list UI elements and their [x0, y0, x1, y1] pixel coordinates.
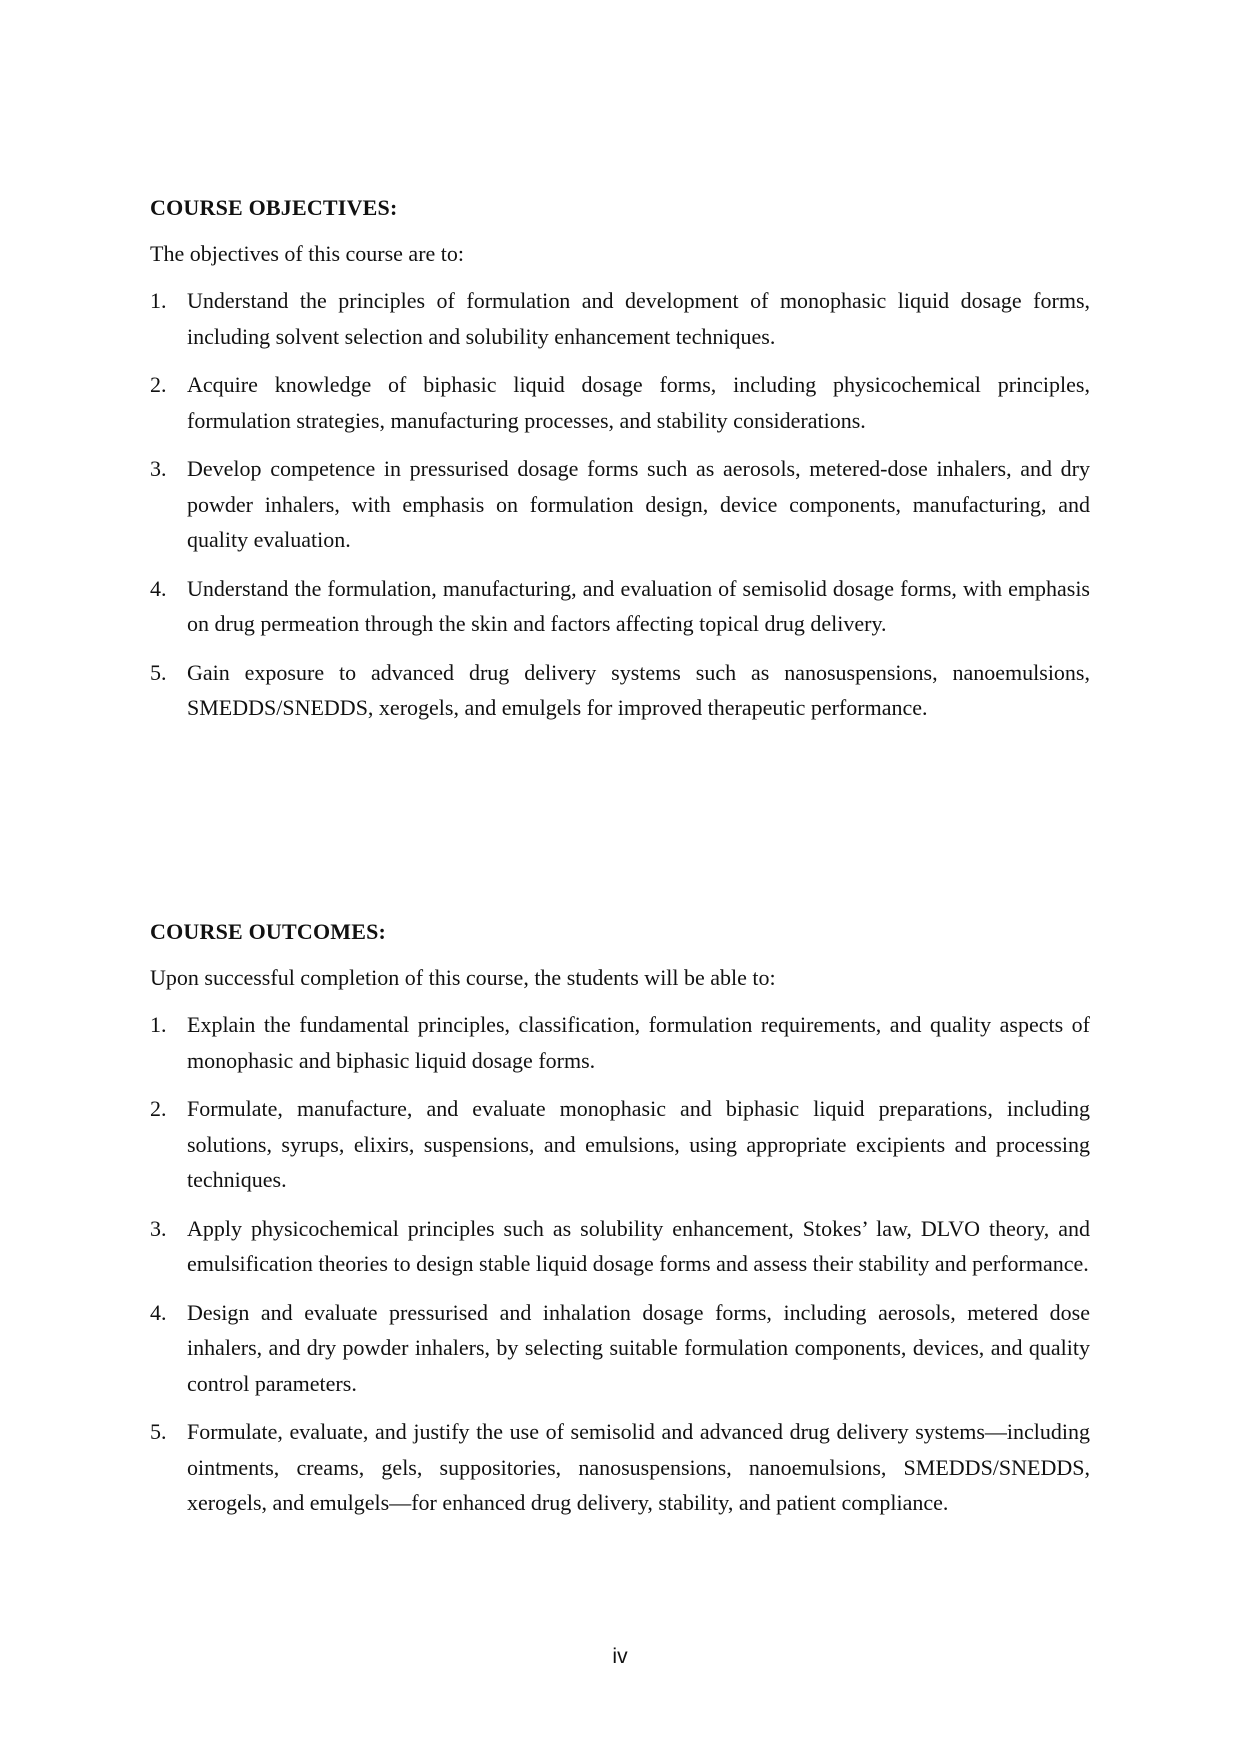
outcome-text: Apply physicochemical principles such as solubility enhancement, Stokes’ law, DLVO theory, and emulsification theories to design stable liquid dosage forms and assess their stability and performance. — [187, 1215, 1090, 1276]
document-page — [150, 0, 1090, 1755]
outcome-text: Explain the fundamental principles, classification, formulation requirements, and quality aspects of monophasic and biphasic liquid dosage forms. — [187, 1012, 1090, 1073]
course-objectives-list — [150, 283, 1090, 726]
course-objectives-heading: COURSE OBJECTIVES: — [150, 195, 398, 220]
objective-number: 1. — [150, 288, 167, 313]
outcome-text: Design and evaluate pressurised and inhalation dosage forms, including aerosols, metered dose inhalers, and dry powder inhalers, by selecting suitable formulation components, devices, and quality control parameters. — [187, 1299, 1090, 1396]
objective-text: Gain exposure to advanced drug delivery systems such as nanosuspensions, nanoemulsions, SMEDDS/SNEDDS, xerogels, and emulgels for improved therapeutic performance. — [187, 659, 1090, 720]
outcome-item — [150, 1007, 1090, 1078]
course-objectives-intro: The objectives of this course are to: — [150, 241, 465, 266]
outcome-item — [150, 1091, 1090, 1198]
course-outcomes-intro: Upon successful completion of this course, the students will be able to: — [150, 965, 776, 990]
outcome-text: Formulate, evaluate, and justify the use of semisolid and advanced drug delivery systems—including ointments, creams, gels, suppositories, nanosuspensions, nanoemulsions, SMEDDS/SNEDDS, xerogels, and emulgels—for enhanced drug delivery, stability, and patient compliance. — [187, 1419, 1090, 1515]
objective-item — [150, 655, 1090, 726]
outcome-text: Formulate, manufacture, and evaluate monophasic and biphasic liquid preparations, including solutions, syrups, elixirs, suspensions, and emulsions, using appropriate excipients and processing techniques. — [187, 1096, 1090, 1192]
outcome-item — [150, 1211, 1090, 1282]
outcome-item — [150, 1414, 1090, 1521]
objective-number: 3. — [150, 456, 167, 481]
objective-number: 2. — [150, 372, 167, 397]
objective-number: 4. — [150, 575, 167, 601]
course-outcomes-list — [150, 1007, 1090, 1521]
objective-number: 5. — [150, 659, 167, 685]
objective-text: Develop competence in pressurised dosage forms such as aerosols, metered-dose inhalers, and dry powder inhalers, with emphasis on formulation design, device components, manufacturing, and quality evaluation. — [187, 456, 1090, 552]
objective-text: Understand the principles of formulation and development of monophasic liquid dosage forms, including solvent selection and solubility enhancement techniques. — [187, 288, 1090, 349]
outcome-number: 3. — [150, 1215, 167, 1241]
objective-item — [150, 367, 1090, 438]
outcome-number: 5. — [150, 1419, 167, 1444]
objective-item — [150, 283, 1090, 354]
objective-text: Acquire knowledge of biphasic liquid dosage forms, including physicochemical principles, formulation strategies, manufacturing processes, and stability considerations. — [187, 372, 1090, 433]
objective-item — [150, 451, 1090, 558]
course-objectives-section — [150, 191, 1090, 739]
objective-item — [150, 571, 1090, 642]
page-number: iv — [612, 1645, 628, 1668]
outcome-number: 1. — [150, 1012, 167, 1037]
outcome-number: 2. — [150, 1096, 167, 1121]
outcome-item — [150, 1295, 1090, 1402]
course-outcomes-section — [150, 915, 1090, 1534]
course-outcomes-heading: COURSE OUTCOMES: — [150, 919, 387, 944]
outcome-number: 4. — [150, 1299, 167, 1325]
objective-text: Understand the formulation, manufacturing, and evaluation of semisolid dosage forms, with emphasis on drug permeation through the skin and factors affecting topical drug delivery. — [187, 575, 1090, 636]
